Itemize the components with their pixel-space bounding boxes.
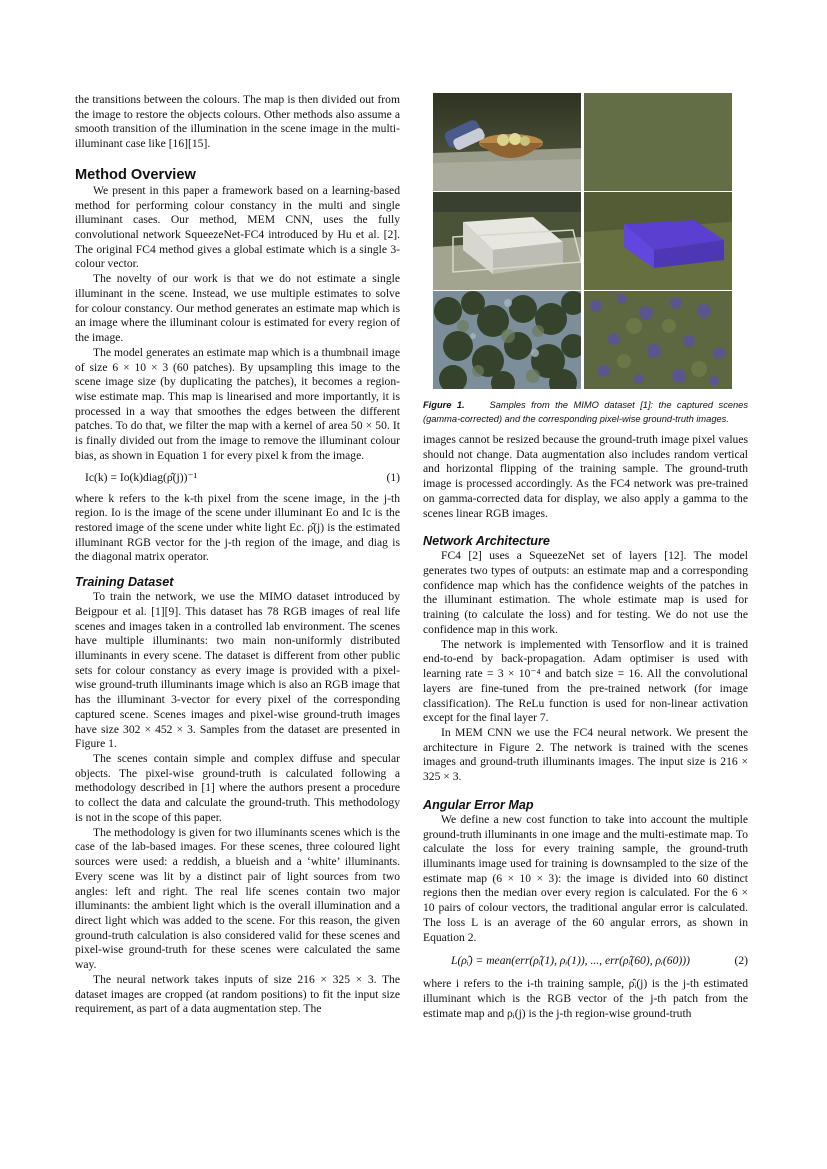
equation-1 — [75, 470, 400, 488]
figure-groundtruth-box — [584, 192, 732, 290]
heading-method-overview: Method Overview — [75, 166, 196, 183]
figure-1-image-grid — [433, 93, 732, 390]
paragraph-training-3: The methodology is given for two illuminants scenes which is the case of the lab-based images. For these scenes, three coloured light sources were used: a reddish, a blueish and a ‘white’ illuminants. Every scene was lit by a distinct pair of light sources from two angles: left and right. The real life scenes contain two major illuminants: the ambient light which is the overall illumination and a direct light which was added to the scene. For this reason, the given ground-truth calculation is also considered valid for these scenes and pixel-wise ground-truth for these scenes were calculated the same way. — [75, 825, 400, 972]
heading-angular-error-map: Angular Error Map — [423, 797, 534, 812]
paragraph-angular-1: We define a new cost function to take into account the multiple ground-truth illuminants in one image and the multi-estimate map. To calculate the loss for every training sample, the ground-truth illuminants image used for training is downsampled to the size of the estimate map (6 × 10 × 3): the image is divided into 60 distinct regions then the median over every region is calculated. For the 6 × 10 pairs of colour vectors, the traditional angular error is calculated. The loss L is an average of the 60 angular errors, as shown in Equation 2. — [423, 812, 748, 944]
equation-2-number: (2) — [734, 954, 748, 968]
figure-1-caption — [423, 398, 748, 426]
paragraph-equation-1-explanation: where k refers to the k-th pixel from the scene image, in the j-th region. Io is the image of the scene under illuminant Eo and Ic is the restored image of the scene under white light Ec. ρ̂(j) is the estimated illuminant RGB vector for the j-th region of the image, and diag is the diagonal matrix operator. — [75, 491, 400, 564]
left-column — [75, 93, 400, 1017]
figure-groundtruth-foliage — [584, 291, 732, 389]
paragraph-network-1: FC4 [2] uses a SqueezeNet set of layers [12]. The model generates two types of outputs: an estimate map and a corresponding confidence map which has the confidence weights of the patches in the illuminant estimation. The whole estimate map is used for training (to calculate the loss) and for testing. We do not use the confidence map in this work. — [423, 549, 748, 636]
figure-1 — [423, 93, 748, 433]
figure-1-label: Figure 1. — [423, 400, 465, 410]
paragraph-method-1: We present in this paper a framework based on a learning-based method for performing colour constancy in the multi and single illuminant cases. Our method, MEM CNN, uses the fully convolutional network SqueezeNet-FC4 introduced by Hu et al. [2]. The original FC4 method gives a global estimate which is a single 3-colour vector. — [75, 183, 400, 271]
equation-2 — [423, 953, 748, 971]
figure-1-caption-text: Samples from the MIMO dataset [1]: the captured scenes (gamma-corrected) and the corresponding pixel-wise ground-truth images. — [423, 400, 748, 424]
equation-2-expression: L(ρ̂ᵢ) = mean(err(ρ̂ᵢ(1), ρᵢ(1)), ..., err(ρ̂ᵢ(60), ρᵢ(60))) — [451, 954, 690, 968]
figure-scene-foliage — [433, 291, 581, 389]
right-column — [423, 93, 748, 1021]
figure-scene-box — [433, 192, 581, 290]
paragraph-training-4: The neural network takes inputs of size 216 × 325 × 3. The dataset images are cropped (at random positions) to fit the input size requirement, as part of a data augmentation step. The — [75, 972, 400, 1016]
equation-1-number: (1) — [386, 470, 400, 484]
figure-groundtruth-bowl — [584, 93, 732, 191]
paragraph-network-2: The network is implemented with Tensorflow and it is trained end-to-end by back-propagation. Adam optimiser is used with learning rate = 3 × 10⁻⁴ and batch size = 16. All the convolutional layers are fine-tuned from the pre-trained network (for image classification). The ReLu function is used for non-linear activation except for the final layer 7. — [423, 637, 748, 725]
paragraph-angular-2: where i refers to the i-th training sample, ρ̂ᵢ(j) is the j-th estimated illuminant which is the RGB vector of the j-th patch from the estimate map and ρᵢ(j) is the j-th region-wise ground-truth — [423, 977, 748, 1020]
paragraph-augmentation: images cannot be resized because the ground-truth image pixel values should not change. Data augmentation also includes random vertical and horizontal flipping of the training sample. The ground-truth image is processed accordingly. As the FC4 network was pre-trained on gamma-corrected data for display, we also apply a gamma to the scenes linear RGB images. — [423, 433, 748, 520]
paragraph-training-1: To train the network, we use the MIMO dataset introduced by Beigpour et al. [1][9]. This dataset has 78 RGB images of real life scenes and images taken in a controlled lab environment. The scenes have multiple illuminants: two main non-uniformly distributed illuminants in every scene. The dataset is different from other public sets for colour constancy as every image is provided with a pixel-wise ground-truth illuminants image which is also an RGB image that has the illuminant 3-vector for every pixel of the corresponding captured scene. Scenes images and pixel-wise ground-truth images have size 302 × 452 × 3. Samples from the dataset are presented in Figure 1. — [75, 590, 400, 751]
paragraph-intro-continued: the transitions between the colours. The map is then divided out from the image to restore the objects colours. Other methods also assume a smooth transition of the illumination in the scene image in the multi-illuminant case like [16][15]. — [75, 93, 400, 151]
heading-training-dataset: Training Dataset — [75, 575, 174, 590]
paragraph-method-3: The model generates an estimate map which is a thumbnail image of size 6 × 10 × 3 (60 patches). By upsampling this image to the scene image size (by duplicating the patches), it becomes a region-wise estimate map. This map is linearised and more importantly, it is processed in a way that smoothes the edges between the different patches. To do that, we filter the map with a kernel of area 50 × 50. It is finally divided out from the image to remove the illuminant colour bias, as shown in Equation 1 for every pixel k from the image. — [75, 345, 400, 462]
paragraph-method-2: The novelty of our work is that we do not estimate a single illuminant in the scene. Instead, we use multiple estimates to solve for colour constancy. Our method generates an estimate map which is an image where the illuminant colour is estimated for every region of the image. — [75, 272, 400, 345]
paragraph-training-2: The scenes contain simple and complex diffuse and specular objects. The pixel-wise ground-truth is calculated following a methodology described in [1] where the authors present a procedure to collect the data and calculate the ground-truth. This methodology is not in the scope of this paper. — [75, 752, 400, 824]
equation-1-expression: Ic(k) = Io(k)diag(ρ̂(j))⁻¹ — [85, 470, 198, 484]
paragraph-network-3: In MEM CNN we use the FC4 neural network. We present the architecture in Figure 2. The network is trained with the scenes images and ground-truth illuminants images. The input size is 216 × 325 × 3. — [423, 725, 748, 784]
heading-network-architecture: Network Architecture — [423, 534, 550, 549]
figure-scene-bowl — [433, 93, 581, 191]
